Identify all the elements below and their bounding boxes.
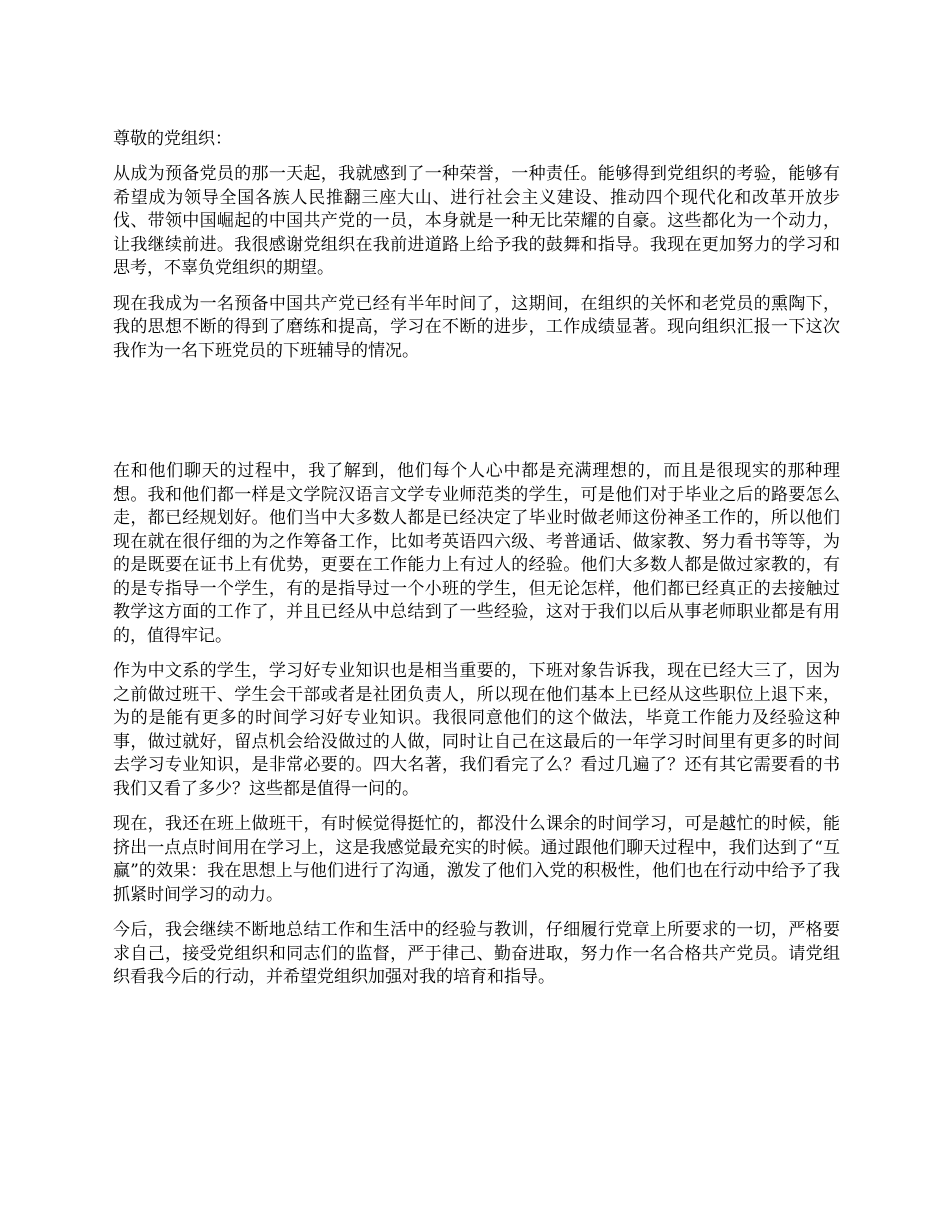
paragraph-1: 从成为预备党员的那一天起，我就感到了一种荣誉，一种责任。能够得到党组织的考验，能够有希望成为领导全国各族人民推翻三座大山、进行社会主义建设、推动四个现代化和改革开放步伐、带领中国崛起的中国共产党的一员，本身就是一种无比荣耀的自豪。这些都化为一个动力，让我继续前进。我很感谢党组织在我前进道路上给予我的鼓舞和指导。我现在更加努力的学习和思考，不辜负党组织的期望。 <box>113 164 840 278</box>
document-page <box>113 127 840 1002</box>
salutation: 尊敬的党组织： <box>113 129 232 149</box>
blank-gap <box>113 375 840 460</box>
paragraph-4: 作为中文系的学生，学习好专业知识也是相当重要的，下班对象告诉我，现在已经大三了，因为之前做过班干、学生会干部或者是社团负责人，所以现在他们基本上已经从这些职位上退下来，为的是能有更多的时间学习好专业知识。我很同意他们的这个做法，毕竟工作能力及经验这种事，做过就好，留点机会给没做过的人做，同时让自己在这最后的一年学习时间里有更多的时间去学习专业知识，是非常必要的。四大名著，我们看完了么？看过几遍了？还有其它需要看的书我们又看了多少？这些都是值得一问的。 <box>113 661 840 799</box>
paragraph-6: 今后，我会继续不断地总结工作和生活中的经验与教训，仔细履行党章上所要求的一切，严格要求自己，接受党组织和同志们的监督，严于律己、勤奋进取，努力作一名合格共产党员。请党组织看我今后的行动，并希望党组织加强对我的培育和指导。 <box>113 920 840 987</box>
paragraph-2: 现在我成为一名预备中国共产党已经有半年时间了，这期间，在组织的关怀和老党员的熏陶下，我的思想不断的得到了磨练和提高，学习在不断的进步，工作成绩显著。现向组织汇报一下这次我作为一名下班党员的下班辅导的情况。 <box>113 293 840 361</box>
paragraph-5: 现在，我还在班上做班干，有时候觉得挺忙的，都没什么课余的时间学习，可是越忙的时候，能挤出一点点时间用在学习上，这是我感觉最充实的时候。通过跟他们聊天过程中，我们达到了“互赢”的效果：我在思想上与他们进行了沟通，激发了他们入党的积极性，他们也在行动中给予了我抓紧时间学习的动力。 <box>113 814 840 905</box>
paragraph-3: 在和他们聊天的过程中，我了解到，他们每个人心中都是充满理想的，而且是很现实的那种理想。我和他们都一样是文学院汉语言文学专业师范类的学生，可是他们对于毕业之后的路要怎么走，都已经规划好。他们当中大多数人都是已经决定了毕业时做老师这份神圣工作的，所以他们现在就在很仔细的为之作筹备工作，比如考英语四六级、考普通话、做家教、努力看书等等，为的是既要在证书上有优势，更要在工作能力上有过人的经验。他们大多数人都是做过家教的，有的是专指导一个学生，有的是指导过一个小班的学生，但无论怎样，他们都已经真正的去接触过教学这方面的工作了，并且已经从中总结到了一些经验，这对于我们以后从事老师职业都是有用的，值得牢记。 <box>113 461 840 646</box>
